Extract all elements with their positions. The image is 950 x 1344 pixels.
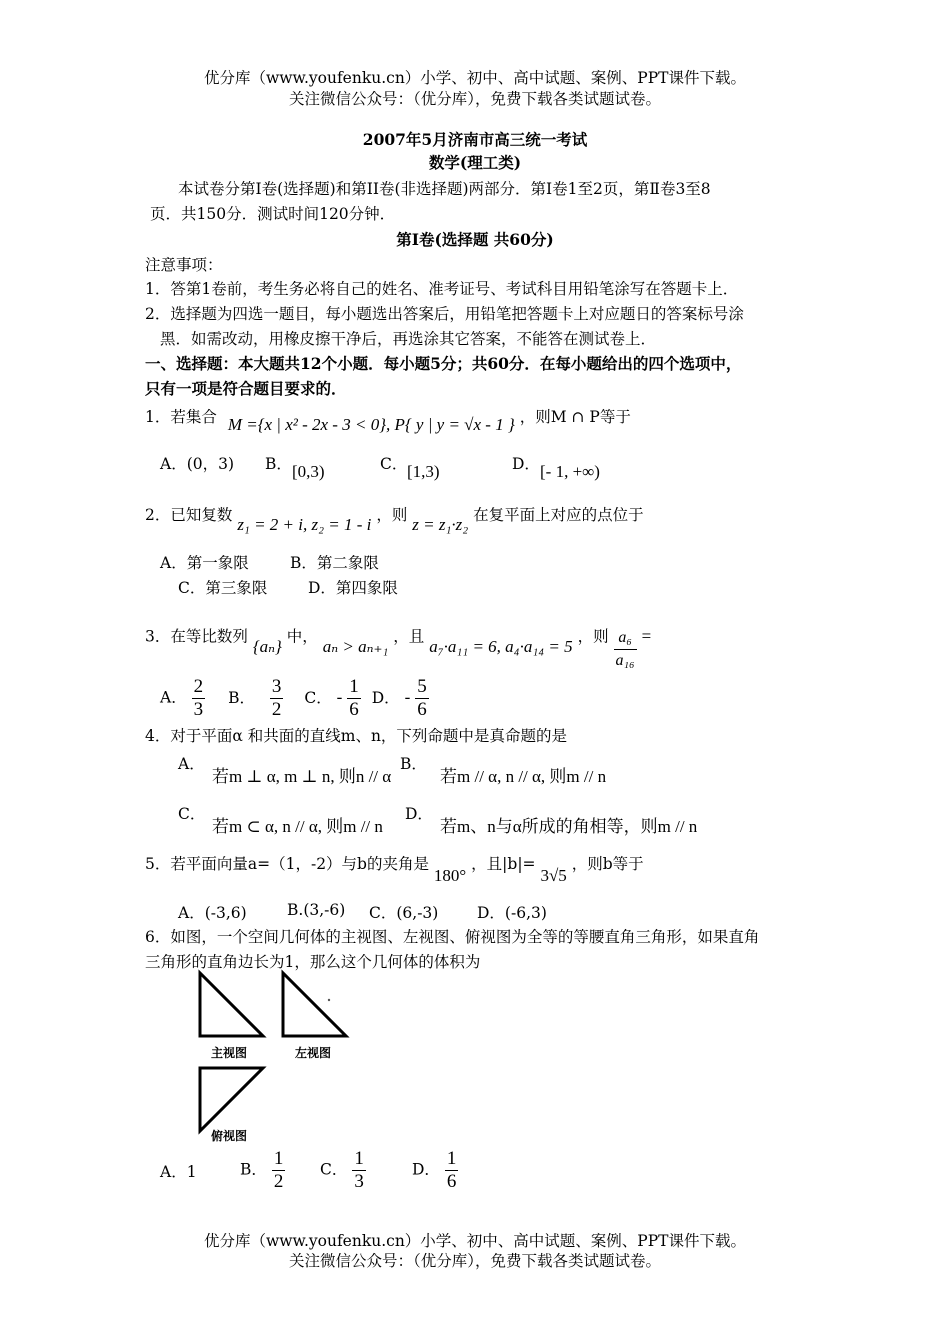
q3-option-c [347, 676, 361, 721]
q4-option-b: 若m // α, n // α, 则m // n [440, 767, 607, 786]
top-view-triangle [200, 1068, 263, 1131]
q3-target-fraction [614, 627, 637, 672]
q3-target-num: a₆ [614, 627, 637, 650]
q5-mid: ，且|b|= [471, 855, 536, 873]
q5-prefix: 5．若平面向量a=（1，-2）与b的夹角是 [145, 855, 429, 873]
q2-mid: ，则 [376, 506, 408, 524]
q6-option-b-num: 1 [273, 1148, 284, 1169]
q4-option-d: 若m、n与α所成的角相等，则m // n [440, 817, 698, 836]
q3-mid-3: ，则 [577, 627, 609, 646]
q3-option-d-sign: - [404, 687, 411, 707]
q1-option-b: [0,3) [292, 462, 325, 481]
footer-line-1: 优分库（www.youfenku.cn）小学、初中、高中试题、案例、PPT课件下载。 [203, 1232, 747, 1250]
q3-options [160, 676, 429, 721]
q3-option-d-den: 6 [417, 699, 427, 720]
q6-option-d [445, 1148, 459, 1193]
q3-stem [145, 615, 652, 669]
q6-option-c-label: C． [320, 1160, 348, 1179]
q3-prefix: 3．在等比数列 [145, 627, 248, 646]
q3-mid-1: 中， [286, 627, 318, 646]
q2-option-a: A．第一象限 [160, 554, 249, 572]
q6-option-c [352, 1148, 366, 1193]
q1-option-c-label: C． [380, 455, 408, 473]
q5-angle: 180° [433, 866, 467, 885]
fig-label-front: 主视图 [211, 1046, 248, 1060]
intro-line-1: 本试卷分第Ⅰ卷(选择题)和第II卷(非选择题)两部分．第I卷1至2页，第Ⅱ卷3至8 [178, 180, 711, 198]
q4-option-c: 若m ⊂ α, n // α, 则m // n [212, 817, 383, 836]
notice-1: 1．答第1卷前，考生务必将自己的姓名、准考证号、考试科目用铅笔涂写在答题卡上． [145, 280, 739, 298]
q5-option-c: C．(6,-3) [369, 904, 439, 922]
q3-option-c-sign: - [336, 687, 343, 707]
notice-title: 注意事项： [145, 256, 223, 274]
section1-line-b: 只有一项是符合题目要求的． [145, 379, 347, 398]
q1-option-a: A．(0，3) [160, 455, 235, 473]
q4-option-b-label: B． [400, 755, 427, 773]
footer-line-2: 关注微信公众号：（优分库），免费下载各类试题试卷。 [288, 1252, 661, 1270]
q2-option-c: C．第三象限 [178, 579, 268, 597]
q1-option-b-label: B． [265, 455, 292, 473]
q4-option-d-label: D． [405, 805, 433, 823]
q3-target-den: a₁₆ [615, 652, 635, 669]
q3-option-c-label: C． [304, 688, 332, 707]
q6-option-b-den: 2 [273, 1171, 284, 1192]
front-view-triangle [200, 973, 263, 1036]
q5-length: 3√5 [540, 866, 567, 885]
q5-suffix: ，则b等于 [571, 855, 644, 873]
q6-option-b-label: B． [240, 1160, 267, 1179]
fig-label-top: 俯视图 [211, 1129, 248, 1143]
header-line-1: 优分库（www.youfenku.cn）小学、初中、高中试题、案例、PPT课件下载。 [203, 69, 747, 87]
q6-option-c-num: 1 [354, 1148, 364, 1169]
q6-option-b [272, 1148, 286, 1193]
q3-option-a-num: 2 [193, 676, 204, 697]
q2-prefix: 2．已知复数 [145, 506, 233, 524]
q6-option-d-num: 1 [446, 1148, 457, 1169]
q3-option-b-den: 2 [271, 699, 282, 720]
q3-mid-2: ，且 [393, 627, 425, 646]
q3-option-b-label: B． [228, 688, 255, 707]
q2-expr-1: z₁ = 2 + i, z₂ = 1 - i [237, 515, 372, 534]
q1-option-d-label: D． [512, 455, 540, 473]
q2-expr-2: z = z₁·z₂ [412, 515, 469, 534]
q3-option-a-den: 3 [193, 699, 204, 720]
q6-option-d-den: 6 [446, 1171, 457, 1192]
intro-line-2: 页．共150分．测试时间120分钟． [150, 205, 396, 223]
section1-line-a: 一、选择题：本大题共12个小题．每小题5分；共60分．在每小题给出的四个选项中， [145, 354, 742, 373]
q5-option-d: D．(-6,3) [477, 904, 547, 922]
q1-option-c: [1,3) [407, 462, 440, 481]
q3-option-d-num: 5 [417, 676, 427, 697]
header-line-2: 关注微信公众号：（优分库），免费下载各类试题试卷。 [288, 90, 661, 108]
q1-suffix: ，则M ∩ P等于 [519, 408, 631, 426]
q3-option-a [192, 676, 206, 721]
q6-stem-2: 三角形的直角边长为1，那么这个几何体的体积为 [145, 953, 481, 971]
q6-option-c-den: 3 [354, 1171, 364, 1192]
q2-stem [145, 503, 644, 534]
q1-option-d: [- 1, +∞) [540, 462, 600, 481]
exam-subtitle: 数学(理工类) [428, 153, 522, 172]
q3-cond-2: a₇·a₁₁ = 6, a₄·a₁₄ = 5 [429, 636, 573, 656]
q4-option-a-label: A． [178, 755, 205, 773]
q3-option-b-num: 3 [271, 676, 282, 697]
q6-option-a: A．1 [160, 1163, 197, 1181]
q4-stem: 4．对于平面α 和共面的直线m、n，下列命题中是真命题的是 [145, 727, 567, 745]
q3-option-c-num: 1 [349, 676, 359, 697]
notice-2b: 黑．如需改动，用橡皮擦干净后，再选涂其它答案，不能答在测试卷上． [160, 330, 657, 348]
q2-option-d: D．第四象限 [308, 579, 398, 597]
q5-stem [145, 852, 644, 885]
q1-sets: M ={x | x² - 2x - 3 < 0}, P{ y | y = √x - 1 } [227, 415, 515, 434]
q4-option-a: 若m ⊥ α, m ⊥ n, 则n // α [212, 767, 392, 786]
q6-option-b-wrap [240, 1148, 285, 1193]
q2-option-b: B．第二象限 [290, 554, 379, 572]
q3-option-d [415, 676, 429, 721]
q5-option-a: A．(-3,6) [178, 904, 247, 922]
q3-option-b [270, 676, 284, 721]
left-view-triangle [283, 973, 346, 1036]
q6-stem-1: 6．如图，一个空间几何体的主视图、左视图、俯视图为全等的等腰直角三角形，如果直角 [145, 928, 760, 946]
exam-title: 2007年5月济南市高三统一考试 [362, 130, 588, 149]
q4-option-c-label: C． [178, 805, 206, 823]
fig-label-left: 左视图 [295, 1046, 332, 1060]
notice-2a: 2．选择题为四选一题目，每小题选出答案后，用铅笔把答题卡上对应题日的答案标号涂 [145, 305, 744, 323]
q6-option-d-wrap [412, 1148, 458, 1193]
q6-option-d-label: D． [412, 1160, 440, 1179]
part1-title: 第Ⅰ卷(选择题 共60分) [396, 230, 554, 249]
speck-dot [328, 999, 330, 1001]
q3-seq: {aₙ} [252, 636, 282, 656]
q1-stem [145, 405, 631, 434]
q1-prefix: 1．若集合 [145, 408, 217, 426]
q3-option-a-label: A． [160, 688, 187, 707]
q3-cond-1: aₙ > aₙ₊₁ [322, 636, 389, 656]
q6-option-c-wrap [320, 1148, 366, 1193]
q2-suffix: 在复平面上对应的点位于 [473, 506, 644, 524]
q5-option-b: B.(3,-6) [287, 901, 346, 919]
q3-option-c-den: 6 [349, 699, 359, 720]
q3-eq: = [641, 626, 652, 646]
q3-option-d-label: D． [371, 688, 400, 707]
